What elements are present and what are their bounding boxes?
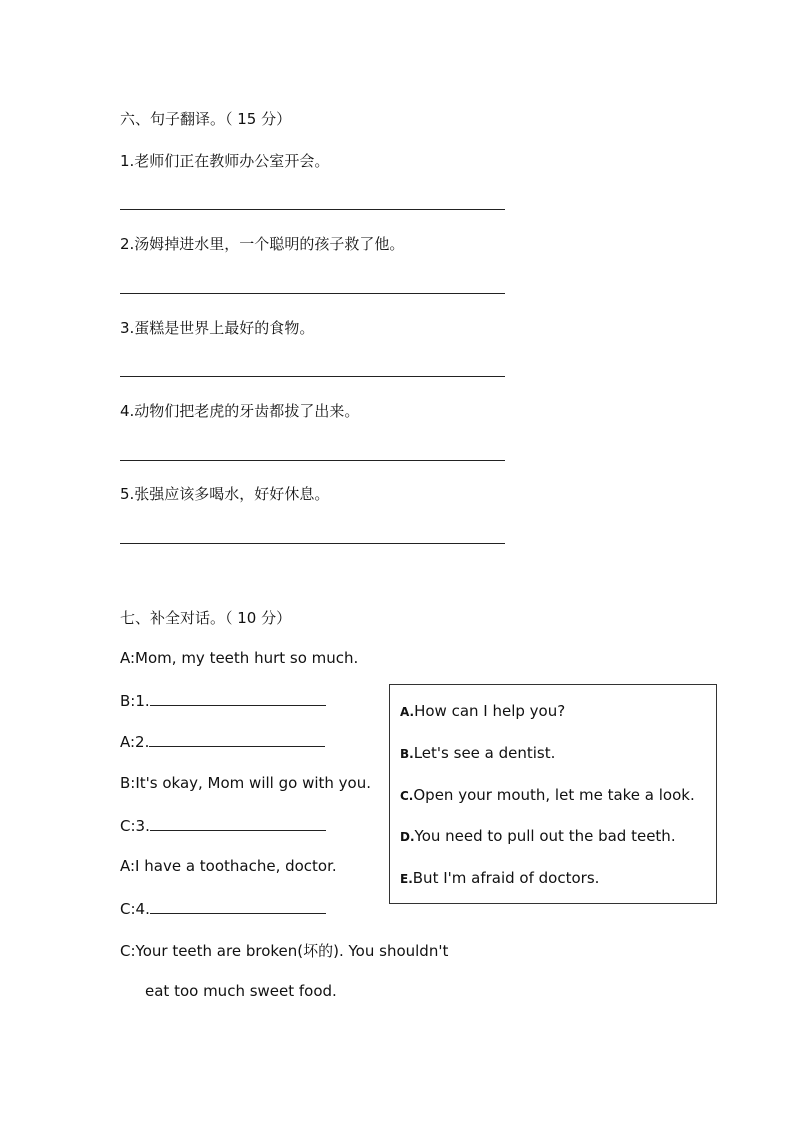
dialogue-line-a1: A:Mom, my teeth hurt so much. [120,649,359,667]
dialogue-blank-3 [120,816,326,835]
option-a [400,702,565,720]
dialogue-blank-2 [120,732,325,751]
option-c-letter: C. [400,789,414,803]
option-b-letter: B. [400,747,414,761]
dialogue-blank-4 [120,899,326,918]
options-box [389,684,717,904]
dialogue-blank-2-label: A:2. [120,733,150,751]
blank-line-2[interactable] [149,732,325,747]
blank-line-1[interactable] [150,691,326,706]
option-e-text: But I'm afraid of doctors. [412,869,600,887]
dialogue-line-c3-cont: eat too much sweet food. [145,982,337,1000]
dialogue-blank-1-label: B:1. [120,692,150,710]
answer-line-1[interactable] [120,209,505,210]
dialogue-line-a3: A:I have a toothache, doctor. [120,857,337,875]
option-e [400,869,599,887]
option-a-text: How can I help you? [414,702,566,720]
translation-item-4: 4.动物们把老虎的牙齿都拔了出来。 [120,402,360,420]
section-7-title: 七、补全对话。（ 10 分） [120,609,292,627]
option-d-letter: D. [400,830,415,844]
option-d [400,827,676,845]
answer-line-5[interactable] [120,543,505,544]
answer-line-2[interactable] [120,293,505,294]
dialogue-line-c3: C:Your teeth are broken(坏的). You shouldn't [120,942,449,960]
option-c-text: Open your mouth, let me take a look. [413,786,695,804]
translation-item-1: 1.老师们正在教师办公室开会。 [120,152,330,170]
option-b [400,744,555,762]
translation-item-5: 5.张强应该多喝水，好好休息。 [120,485,330,503]
blank-line-4[interactable] [150,899,326,914]
translation-item-2: 2.汤姆掉进水里，一个聪明的孩子救了他。 [120,235,405,253]
option-a-letter: A. [400,705,415,719]
answer-line-3[interactable] [120,376,505,377]
section-6-title: 六、句子翻译。（ 15 分） [120,110,292,128]
dialogue-blank-3-label: C:3. [120,817,150,835]
translation-item-3: 3.蛋糕是世界上最好的食物。 [120,319,315,337]
answer-line-4[interactable] [120,460,505,461]
option-c [400,786,695,804]
option-d-text: You need to pull out the bad teeth. [414,827,676,845]
option-b-text: Let's see a dentist. [413,744,556,762]
dialogue-blank-1 [120,691,326,710]
dialogue-blank-4-label: C:4. [120,900,150,918]
dialogue-line-b2: B:It's okay, Mom will go with you. [120,774,371,792]
option-e-letter: E. [400,872,413,886]
blank-line-3[interactable] [150,816,326,831]
